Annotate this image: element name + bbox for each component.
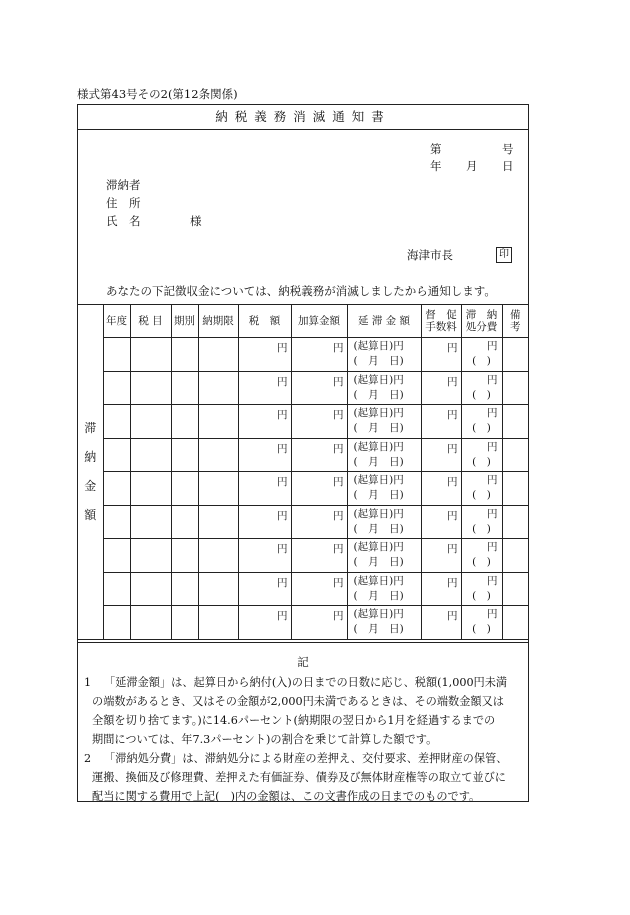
side-label-char: 納 xyxy=(84,450,97,465)
cell-tax-amount: 円 xyxy=(238,438,291,472)
cell-due-date xyxy=(198,472,238,506)
cell-due-date xyxy=(198,338,238,372)
cell-fiscal-year xyxy=(103,405,130,439)
header-additional-amount: 加算金額 xyxy=(291,305,347,338)
cell-disposal-fee xyxy=(461,438,502,472)
table-row xyxy=(78,438,528,472)
cell-late-amount xyxy=(347,371,421,405)
header-disposal-fee-line2: 処分費 xyxy=(465,321,498,333)
cell-tax-amount: 円 xyxy=(238,606,291,640)
cell-fiscal-year xyxy=(103,472,130,506)
late-start-date: (起算日)円 xyxy=(353,340,404,352)
table-row xyxy=(78,338,528,372)
table-row xyxy=(78,539,528,573)
late-start-date: (起算日)円 xyxy=(353,440,404,453)
header-remarks xyxy=(502,305,528,338)
notes-section xyxy=(78,642,528,803)
note-line: 「延滞金額」は、起算日から納付(入)の日までの日数に応じ、税額(1,000円未満 xyxy=(104,676,508,689)
disposal-yen: 円 xyxy=(487,608,498,620)
late-date: ( 月 日) xyxy=(353,589,404,602)
cell-late-amount xyxy=(347,505,421,539)
cell-due-date xyxy=(198,405,238,439)
number-prefix: 第 xyxy=(430,142,442,156)
late-date: ( 月 日) xyxy=(353,522,404,535)
cell-tax-item xyxy=(130,405,171,439)
cell-tax-amount: 円 xyxy=(238,572,291,606)
table-row xyxy=(78,606,528,640)
cell-late-amount xyxy=(347,472,421,506)
disposal-yen: 円 xyxy=(487,541,498,553)
cell-period xyxy=(171,472,198,506)
cell-disposal-fee xyxy=(461,405,502,439)
disposal-yen: 円 xyxy=(487,440,498,453)
late-start-date: (起算日)円 xyxy=(353,474,404,486)
disposal-yen: 円 xyxy=(487,574,498,587)
cell-fiscal-year xyxy=(103,539,130,573)
cell-remarks xyxy=(502,371,528,405)
disposal-bracket: ( ) xyxy=(472,422,491,434)
cell-additional-amount: 円 xyxy=(291,438,347,472)
late-start-date: (起算日)円 xyxy=(353,507,404,520)
date-month: 月 xyxy=(466,159,478,173)
disposal-bracket: ( ) xyxy=(472,388,491,401)
side-label xyxy=(78,305,103,640)
disposal-bracket: ( ) xyxy=(472,355,491,367)
cell-period xyxy=(171,539,198,573)
cell-additional-amount: 円 xyxy=(291,505,347,539)
cell-tax-amount: 円 xyxy=(238,472,291,506)
cell-remarks xyxy=(502,606,528,640)
delinquent-label: 滞納者 xyxy=(106,178,141,192)
cell-additional-amount: 円 xyxy=(291,338,347,372)
cell-dunning-fee: 円 xyxy=(421,572,461,606)
cell-period xyxy=(171,438,198,472)
header-disposal-fee xyxy=(461,305,502,338)
cell-tax-item xyxy=(130,539,171,573)
date-year: 年 xyxy=(430,159,442,173)
notice-form xyxy=(77,104,529,802)
cell-late-amount xyxy=(347,572,421,606)
cell-late-amount xyxy=(347,539,421,573)
name-label: 氏 名 xyxy=(106,214,141,228)
cell-disposal-fee xyxy=(461,338,502,372)
disposal-bracket: ( ) xyxy=(472,522,491,535)
cell-dunning-fee: 円 xyxy=(421,338,461,372)
cell-fiscal-year xyxy=(103,606,130,640)
cell-dunning-fee: 円 xyxy=(421,438,461,472)
cell-remarks xyxy=(502,338,528,372)
address-label: 住 所 xyxy=(106,196,141,210)
cell-late-amount xyxy=(347,438,421,472)
date-day: 日 xyxy=(502,159,514,173)
table-row xyxy=(78,405,528,439)
cell-remarks xyxy=(502,539,528,573)
cell-dunning-fee: 円 xyxy=(421,505,461,539)
cell-fiscal-year xyxy=(103,572,130,606)
header-period: 期別 xyxy=(171,305,198,338)
disposal-yen: 円 xyxy=(487,407,498,419)
cell-late-amount xyxy=(347,405,421,439)
cell-additional-amount: 円 xyxy=(291,572,347,606)
honorific: 様 xyxy=(190,214,202,228)
cell-remarks xyxy=(502,505,528,539)
table-row xyxy=(78,472,528,506)
cell-disposal-fee xyxy=(461,472,502,506)
disposal-yen: 円 xyxy=(487,507,498,520)
late-start-date: (起算日)円 xyxy=(353,541,404,553)
cell-additional-amount: 円 xyxy=(291,371,347,405)
side-label-char: 額 xyxy=(84,508,97,523)
cell-tax-item xyxy=(130,572,171,606)
cell-period xyxy=(171,338,198,372)
cell-disposal-fee xyxy=(461,505,502,539)
cell-dunning-fee: 円 xyxy=(421,371,461,405)
number-suffix: 号 xyxy=(502,142,514,156)
disposal-bracket: ( ) xyxy=(472,489,491,501)
header-dunning-fee-line2: 手数料 xyxy=(425,321,457,333)
note-line: 配当に関する費用で上記( )内の金額は、この文書作成の日までのものです。 xyxy=(92,790,481,803)
form-title: 納税義務消滅通知書 xyxy=(78,105,528,130)
cell-tax-item xyxy=(130,606,171,640)
cell-fiscal-year xyxy=(103,371,130,405)
side-label-char: 金 xyxy=(84,479,97,494)
cell-tax-amount: 円 xyxy=(238,405,291,439)
cell-disposal-fee xyxy=(461,572,502,606)
cell-dunning-fee: 円 xyxy=(421,472,461,506)
cell-fiscal-year xyxy=(103,338,130,372)
cell-tax-amount: 円 xyxy=(238,539,291,573)
notice-message: あなたの下記徴収金については、納税義務が消滅しましたから通知します。 xyxy=(106,284,496,298)
cell-dunning-fee: 円 xyxy=(421,539,461,573)
header-late-amount: 延 滞 金 額 xyxy=(347,305,421,338)
note-line: 運搬、換価及び修理費、差押えた有価証券、債券及び無体財産権等の取立て並びに xyxy=(92,771,506,784)
form-reference: 様式第43号その2(第12条関係) xyxy=(77,87,238,101)
cell-additional-amount: 円 xyxy=(291,405,347,439)
cell-additional-amount: 円 xyxy=(291,539,347,573)
late-date: ( 月 日) xyxy=(353,623,404,635)
cell-fiscal-year xyxy=(103,438,130,472)
seal-mark: 印 xyxy=(496,247,512,263)
cell-tax-amount: 円 xyxy=(238,338,291,372)
cell-due-date xyxy=(198,539,238,573)
disposal-bracket: ( ) xyxy=(472,455,491,468)
late-date: ( 月 日) xyxy=(353,355,404,367)
table-row xyxy=(78,505,528,539)
cell-tax-item xyxy=(130,338,171,372)
cell-tax-item xyxy=(130,472,171,506)
disposal-yen: 円 xyxy=(487,340,498,352)
table-header-row xyxy=(78,305,528,338)
cell-disposal-fee xyxy=(461,371,502,405)
cell-additional-amount: 円 xyxy=(291,606,347,640)
disposal-yen: 円 xyxy=(487,373,498,386)
cell-tax-amount: 円 xyxy=(238,371,291,405)
table-row xyxy=(78,371,528,405)
header-fiscal-year: 年度 xyxy=(103,305,130,338)
header-tax-amount: 税 額 xyxy=(238,305,291,338)
note-number: 1 xyxy=(84,676,92,689)
cell-due-date xyxy=(198,606,238,640)
late-start-date: (起算日)円 xyxy=(353,373,404,386)
table-row xyxy=(78,572,528,606)
late-date: ( 月 日) xyxy=(353,455,404,468)
cell-disposal-fee xyxy=(461,606,502,640)
cell-due-date xyxy=(198,572,238,606)
cell-period xyxy=(171,606,198,640)
cell-period xyxy=(171,505,198,539)
cell-fiscal-year xyxy=(103,505,130,539)
cell-late-amount xyxy=(347,606,421,640)
header-remarks-line1: 備 xyxy=(510,309,521,321)
cell-tax-item xyxy=(130,371,171,405)
cell-tax-amount: 円 xyxy=(238,505,291,539)
note-line: 期間については、年7.3パーセント)の割合を乗じて計算した額です。 xyxy=(92,733,438,746)
note-line: 「滞納処分費」は、滞納処分による財産の差押え、交付要求、差押財産の保管、 xyxy=(104,752,508,765)
cell-tax-item xyxy=(130,505,171,539)
cell-dunning-fee: 円 xyxy=(421,405,461,439)
header-dunning-fee xyxy=(421,305,461,338)
late-date: ( 月 日) xyxy=(353,388,404,401)
cell-due-date xyxy=(198,438,238,472)
disposal-bracket: ( ) xyxy=(472,556,491,568)
header-dunning-fee-line1: 督 促 xyxy=(425,309,457,321)
disposal-yen: 円 xyxy=(487,474,498,486)
late-date: ( 月 日) xyxy=(353,422,404,434)
cell-dunning-fee: 円 xyxy=(421,606,461,640)
header-disposal-fee-line1: 滞 納 xyxy=(465,309,498,321)
header-due-date: 納期限 xyxy=(198,305,238,338)
late-date: ( 月 日) xyxy=(353,556,404,568)
cell-period xyxy=(171,572,198,606)
cell-due-date xyxy=(198,505,238,539)
delinquent-amount-table xyxy=(78,304,528,640)
cell-remarks xyxy=(502,405,528,439)
cell-period xyxy=(171,371,198,405)
cell-tax-item xyxy=(130,438,171,472)
disposal-bracket: ( ) xyxy=(472,623,491,635)
note-line: 全額を切り捨てます。)に14.6パーセント(納期限の翌日から1月を経過するまでの xyxy=(92,714,496,727)
late-start-date: (起算日)円 xyxy=(353,407,404,419)
cell-remarks xyxy=(502,572,528,606)
late-date: ( 月 日) xyxy=(353,489,404,501)
cell-late-amount xyxy=(347,338,421,372)
notes-title: 記 xyxy=(297,655,309,669)
note-line: の端数があるとき、又はその金額が2,000円未満であるときは、その端数金額又は xyxy=(92,695,504,708)
late-start-date: (起算日)円 xyxy=(353,608,404,620)
cell-remarks xyxy=(502,472,528,506)
cell-disposal-fee xyxy=(461,539,502,573)
cell-period xyxy=(171,405,198,439)
issuer-name: 海津市長 xyxy=(407,248,453,262)
header-tax-item: 税 目 xyxy=(130,305,171,338)
cell-due-date xyxy=(198,371,238,405)
cell-additional-amount: 円 xyxy=(291,472,347,506)
side-label-char: 滞 xyxy=(84,421,97,436)
cell-remarks xyxy=(502,438,528,472)
header-remarks-line2: 考 xyxy=(510,321,521,333)
note-number: 2 xyxy=(84,752,92,765)
disposal-bracket: ( ) xyxy=(472,589,491,602)
late-start-date: (起算日)円 xyxy=(353,574,404,587)
